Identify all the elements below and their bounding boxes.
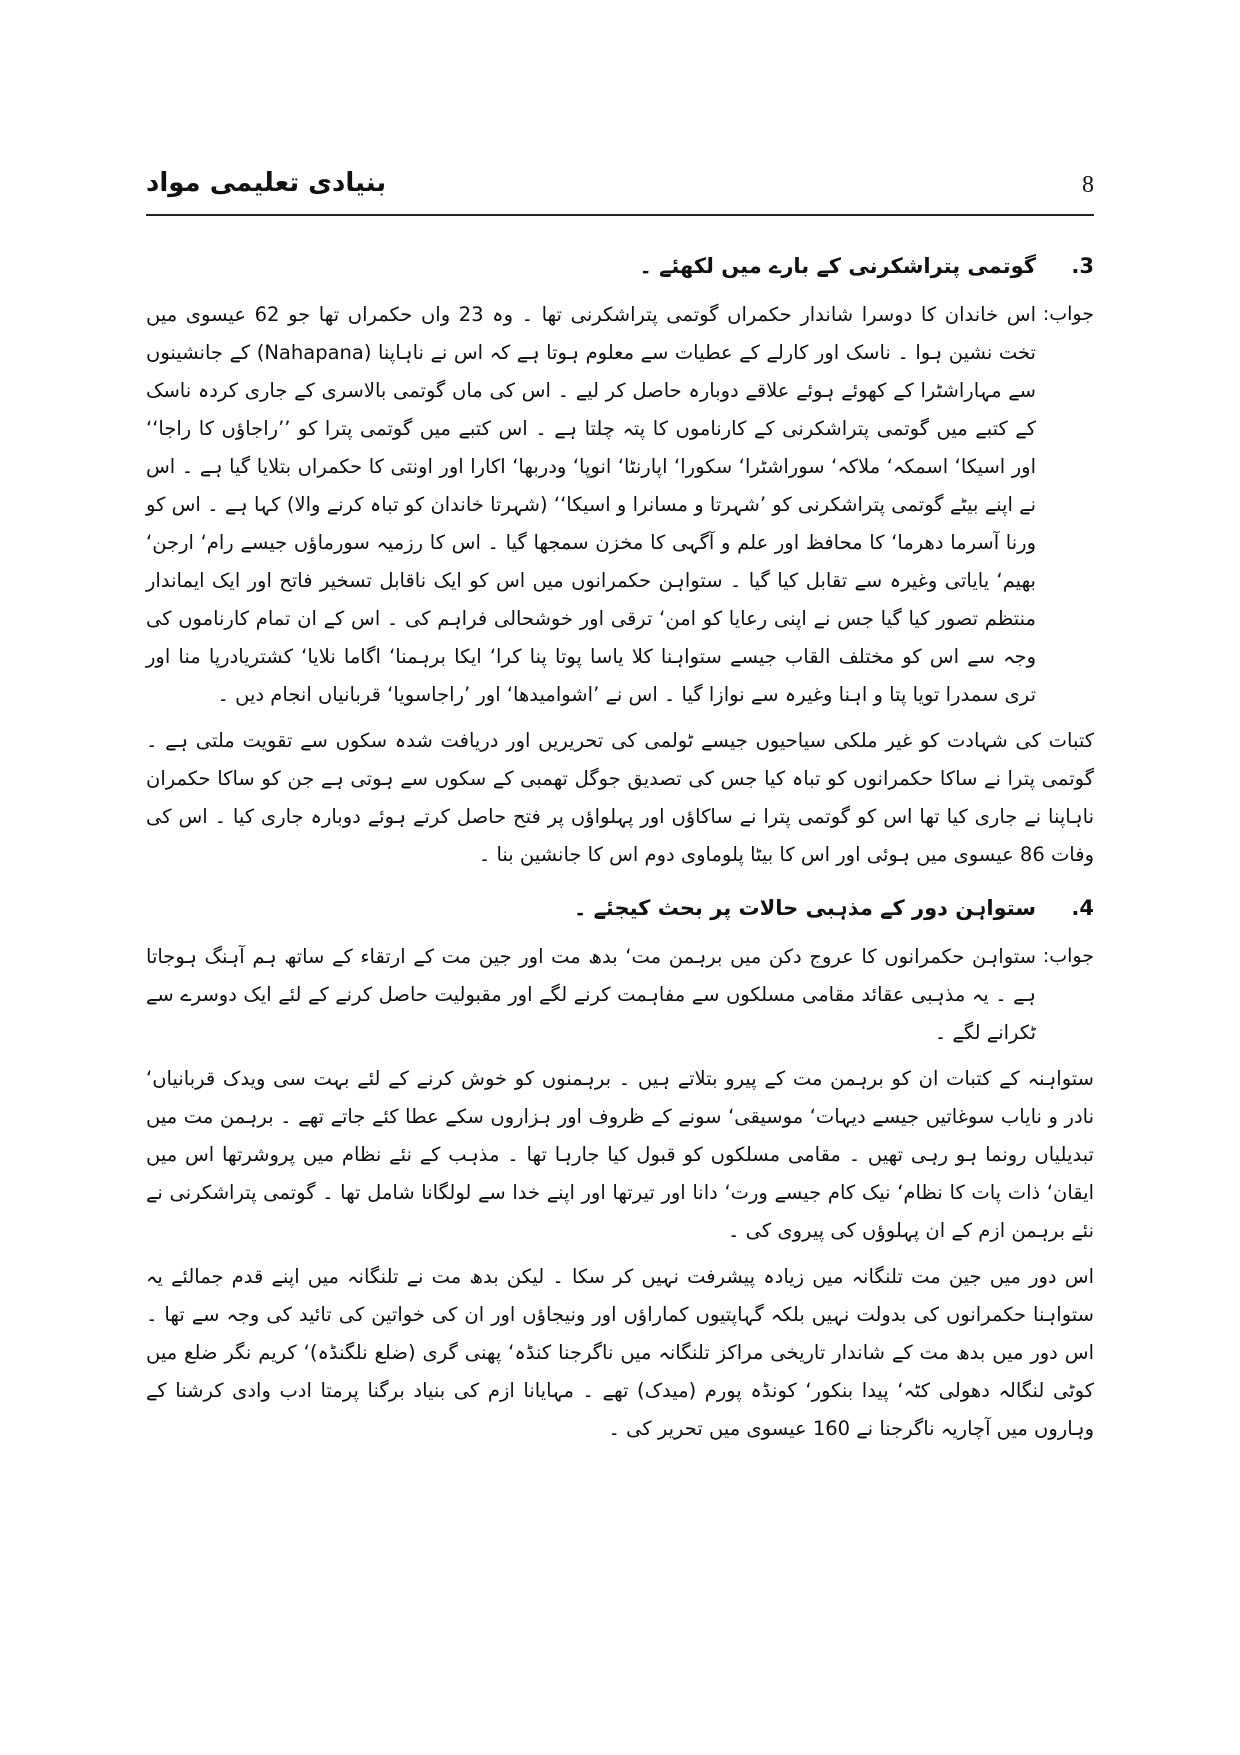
question-text: گوتمی پتراشکرنی کے بارے میں لکھئے ۔	[639, 254, 1036, 278]
page-number: 8	[1082, 172, 1094, 198]
page-body	[146, 232, 1094, 1456]
question-text: ستواہن دور کے مذہبی حالات پر بحث کیجئے ۔	[573, 896, 1036, 920]
question-number: 3.	[1071, 254, 1094, 278]
answer-3	[146, 296, 1094, 714]
question-number: 4.	[1071, 896, 1094, 920]
header-title: بنیادی تعلیمی مواد	[146, 168, 387, 198]
paragraph: ستواہنہ کے کتبات ان کو برہمن مت کے پیرو بتلاتے ہیں ۔ برہمنوں کو خوش کرنے کے لئے بہت سی ویدک قربانیاں‘ نادر و نایاب سوغاتیں جیسے دیہات‘ موسیقی‘ سونے کے ظروف اور ہزاروں سکے عطا کئے جاتے تھے ۔ برہمن مت میں تبدیلیاں رونما ہو رہی تھیں ۔ مقامی مسلکوں کو قبول کیا جارہا تھا ۔ مذہب کے نئے نظام میں پروشرتھا اس میں ایقان‘ ذات پات کا نظام‘ نیک کام جیسے ورت‘ دانا اور تیرتھا اور اپنے خدا سے لولگانا شامل تھا ۔ گوتمی پتراشکرنی نے نئے برہمن ازم کے ان پہلوؤں کی پیروی کی ۔	[146, 1067, 1094, 1242]
answer-4	[146, 938, 1094, 1052]
question-4	[146, 890, 1094, 926]
answer-paragraph: اس خاندان کا دوسرا شاندار حکمراں گوتمی پتراشکرنی تھا ۔ وہ 23 واں حکمراں تھا جو 62 عیسوی میں تخت نشین ہوا ۔ ناسک اور کارلے کے عطیات سے معلوم ہوتا ہے کہ اس نے ناہاپنا (Nahapana) کے جانشینوں سے مہاراشٹرا کے کھوئے ہوئے علاقے دوبارہ حاصل کر لیے ۔ اس کی ماں گوتمی بالاسری کے جاری کردہ ناسک کے کتبے میں گوتمی پتراشکرنی کے کارناموں کا پتہ چلتا ہے ۔ اس کتبے میں گوتمی پترا کو ’’راجاؤں کا راجا‘‘ اور اسیکا‘ اسمکہ‘ ملاکہ‘ سوراشٹرا‘ سکورا‘ اپارنٹا‘ انوپا‘ ودربھا‘ اکارا اور اونتی کا حکمراں بتلایا گیا ہے ۔ اس نے اپنے بیٹے گوتمی پتراشکرنی کو ’شہرتا و مسانرا و اسیکا‘‘ (شہرتا خاندان کو تباہ کرنے والا) کہا ہے ۔ اس کو ورنا آسرما دھرما‘ کا محافظ اور علم و آگہی کا مخزن سمجھا گیا ۔ اس کا رزمیہ سورماؤں جیسے رام‘ ارجن‘ بھیم‘ یایاتی وغیرہ سے تقابل کیا گیا ۔ ستواہن حکمرانوں میں اس کو ایک ناقابل تسخیر فاتح اور ایک ایماندار منتظم تصور کیا گیا جس نے اپنی رعایا کو امن‘ ترقی اور خوشحالی فراہم کی ۔ اس کے ان تمام کارناموں کی وجہ سے اس کو مختلف القاب جیسے ستواہنا کلا یاسا پوتا پنا کرا‘ ایکا برہمنا‘ اگاما نلایا‘ کشتریادرپا منا اور تری سمدرا تویا پتا و اہنا وغیرہ سے نوازا گیا ۔ اس نے ’اشوامیدھا‘ اور ’راجاسویا‘ قربانیاں انجام دیں ۔	[146, 303, 1036, 706]
question-3	[146, 248, 1094, 284]
header-divider	[146, 214, 1094, 216]
paragraph: اس دور میں جین مت تلنگانہ میں زیادہ پیشرفت نہیں کر سکا ۔ لیکن بدھ مت نے تلنگانہ میں اپنے قدم جمالئے یہ ستواہنا حکمرانوں کی بدولت نہیں بلکہ گہاپتیوں کماراؤں اور ونیجاؤں اور ان کی خواتین کی تائید کی وجہ سے تھا ۔ اس دور میں بدھ مت کے شاندار تاریخی مراکز تلنگانہ میں ناگرجنا کنڈہ‘ پھنی گری (ضلع نلگنڈہ)‘ کریم نگر ضلع میں کوٹی لنگالہ دھولی کٹہ‘ پیدا بنکور‘ کونڈہ پورم (میدک) تھے ۔ مہایانا ازم کی بنیاد برگنا پرمتا ادب وادی کرشنا کے وہاروں میں آچاریہ ناگرجنا نے 160 عیسوی میں تحریر کی ۔	[146, 1265, 1094, 1440]
paragraph: کتبات کی شہادت کو غیر ملکی سیاحیوں جیسے ٹولمی کی تحریریں اور دریافت شدہ سکوں سے تقویت ملتی ہے ۔ گوتمی پترا نے ساکا حکمرانوں کو تباہ کیا جس کی تصدیق جوگل تھمبی کے سکوں سے ہوتی ہے جن کو ساکا حکمران ناہاپنا نے جاری کیا تھا اس کو گوتمی پترا نے ساکاؤں اور پہلواؤں پر فتح حاصل کرتے ہوئے دوبارہ جاری کیا ۔ اس کی وفات 86 عیسوی میں ہوئی اور اس کا بیٹا پلوماوی دوم اس کا جانشین بنا ۔	[146, 729, 1094, 866]
answer-paragraph: ستواہن حکمرانوں کا عروج دکن میں برہمن مت‘ بدھ مت اور جین مت کے ارتقاء کے ساتھ ہم آہنگ ہوجاتا ہے ۔ یہ مذہبی عقائد مقامی مسلکوں سے مفاہمت کرنے لگے اور مقبولیت حاصل کرنے کے لئے ایک دوسرے سے ٹکرانے لگے ۔	[146, 945, 1036, 1044]
answer-label: جواب:	[1042, 945, 1094, 967]
answer-label: جواب:	[1042, 303, 1094, 325]
page-header	[146, 168, 1094, 218]
